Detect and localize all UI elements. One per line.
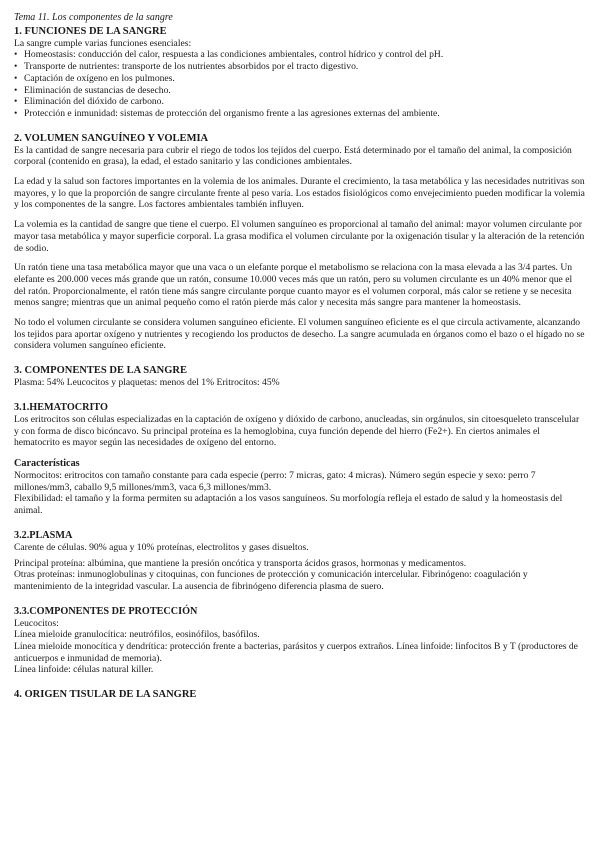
document-header: Tema 11. Los componentes de la sangre xyxy=(14,12,173,23)
paragraph: No todo el volumen circulante se considera volumen sanguíneo eficiente. El volumen sanguíneo eficiente es el que circula activamente, alcanzando los tejidos para aportar oxígeno y nutrientes y recogiendo los productos de desecho. La sangre acumulada en órganos como el bazo o el hígado no se considera volumen sanguíneo eficiente. xyxy=(14,317,585,352)
section-title: 3. COMPONENTES DE LA SANGRE xyxy=(14,365,187,377)
paragraph: Un ratón tiene una tasa metabólica mayor que una vaca o un elefante porque el metabolismo se relaciona con la masa elevada a las 3/4 partes. Un elefante es 200.000 veces más grande que un ratón, consume 10.000 veces más que un ratón, pero su volumen circulante es un 40% menor que el del ratón. Proporcionalmente, el ratón tiene más sangre circulante porque cuanto mayor es el volumen corporal, más calor se retiene y se necesita menos sangre; mientras que un animal pequeño como el ratón pierde más calor y necesita más sangre para mantener la homeostasis. xyxy=(14,262,573,309)
section-origen xyxy=(14,688,586,701)
paragraph: Línea linfoide: células natural killer. xyxy=(14,664,154,676)
paragraph: La edad y la salud son factores importantes en la volemia de los animales. Durante el crecimiento, la tasa metabólica y las necesidades nutritivas son mayores, y lo que la proporción de sangre circulante frente al peso varía. Los estados fisiológicos como envejecimiento pueden modificar la volemia y los componentes de la sangre. Los factores ambientales también influyen. xyxy=(14,176,585,211)
paragraph: Flexibilidad: el tamaño y la forma permiten su adaptación a los vasos sanguíneos. Su morfología refleja el estado de salud y la homeostasis del animal. xyxy=(14,493,563,517)
section-volumen xyxy=(14,132,586,353)
list-item: • Protección e inmunidad: sistemas de protección del organismo frente a las agresiones externas del ambiente. xyxy=(14,108,586,120)
paragraph: Los eritrocitos son células especializadas en la captación de oxígeno y dióxido de carbono, anucleadas, sin orgánulos, sin citoesqueleto transcelular y con forma de disco bicóncavo. Su principal proteína es la hemoglobina, cuya función depende del hierro (Fe2+). En ciertos animales el hematocrito es mayor según las necesidades de oxígeno del entorno. xyxy=(14,413,580,449)
subsection-title: 3.2.PLASMA xyxy=(14,529,73,541)
subsection-title: 3.3.COMPONENTES DE PROTECCIÓN xyxy=(14,605,198,617)
paragraph: Principal proteína: albúmina, que mantiene la presión oncótica y transporta ácidos grasos, hormonas y medicamentos. xyxy=(14,557,467,569)
paragraph: La sangre cumple varias funciones esenciales: xyxy=(14,37,192,49)
paragraph: Otras proteínas: inmunoglobulinas y citoquinas, con funciones de protección y comunicación intercelular. Fibrinógeno: coagulación y mantenimiento de la integridad vascular. La ausencia de fibrinógeno diferencia plasma de suero. xyxy=(14,569,528,592)
list-item: • Captación de oxígeno en los pulmones. xyxy=(14,73,586,85)
section-funciones xyxy=(14,25,586,120)
section-componentes xyxy=(14,364,586,389)
paragraph: Carente de células. 90% agua y 10% proteínas, electrolitos y gases disueltos. xyxy=(14,541,309,553)
list-item: • Eliminación de sustancias de desecho. xyxy=(14,85,586,97)
paragraph: Línea mieloide granulocítica: neutrófilos, eosinófilos, basófilos. xyxy=(14,629,260,641)
bullet-list xyxy=(14,49,586,119)
section-plasma xyxy=(14,529,586,593)
section-hematocrito xyxy=(14,401,586,517)
list-item: • Homeostasis: conducción del calor, respuesta a las condiciones ambientales, control hídrico y control del pH. xyxy=(14,49,586,61)
paragraph: Leucocitos: xyxy=(14,617,59,629)
section-title: 4. ORIGEN TISULAR DE LA SANGRE xyxy=(14,689,197,701)
subsection-title: 3.1.HEMATOCRITO xyxy=(14,401,108,413)
paragraph: Normocitos: eritrocitos con tamaño constante para cada especie (perro: 7 micras, gato: 4 micras). Número según especie y sexo: perro 7 millones/mm3, caballo 9,5 millones/mm3, vaca 6,3 millones/mm3. xyxy=(14,469,536,493)
section-title: 1. FUNCIONES DE LA SANGRE xyxy=(14,25,167,37)
paragraph: Línea mieloide monocítica y dendrítica: protección frente a bacterias, parásitos y cuerpos extraños. Línea linfoide: linfocitos B y T (productores de anticuerpos e inmunidad de memoria). xyxy=(14,641,578,664)
subsection-title: Características xyxy=(14,457,80,469)
section-proteccion xyxy=(14,605,586,677)
list-item: • Transporte de nutrientes: transporte de los nutrientes absorbidos por el tracto digestivo. xyxy=(14,61,586,73)
paragraph: Es la cantidad de sangre necesaria para cubrir el riego de todos los tejidos del cuerpo. Está determinado por el tamaño del animal, la composición corporal (contenido en grasa), la edad, el estado sanitario y las condiciones ambientales. xyxy=(14,144,572,168)
section-title: 2. VOLUMEN SANGUÍNEO Y VOLEMIA xyxy=(14,132,209,144)
list-item: • Eliminación del dióxido de carbono. xyxy=(14,96,586,108)
paragraph: Plasma: 54% Leucocitos y plaquetas: menos del 1% Eritrocitos: 45% xyxy=(14,377,280,389)
paragraph: La volemia es la cantidad de sangre que tiene el cuerpo. El volumen sanguíneo es proporcional al tamaño del animal: mayor volumen circulante por mayor tasa metabólica y mayor superficie corporal. La grasa modifica el volumen circulante por la oxigenación tisular y la alteración de la retención de sodio. xyxy=(14,219,585,254)
